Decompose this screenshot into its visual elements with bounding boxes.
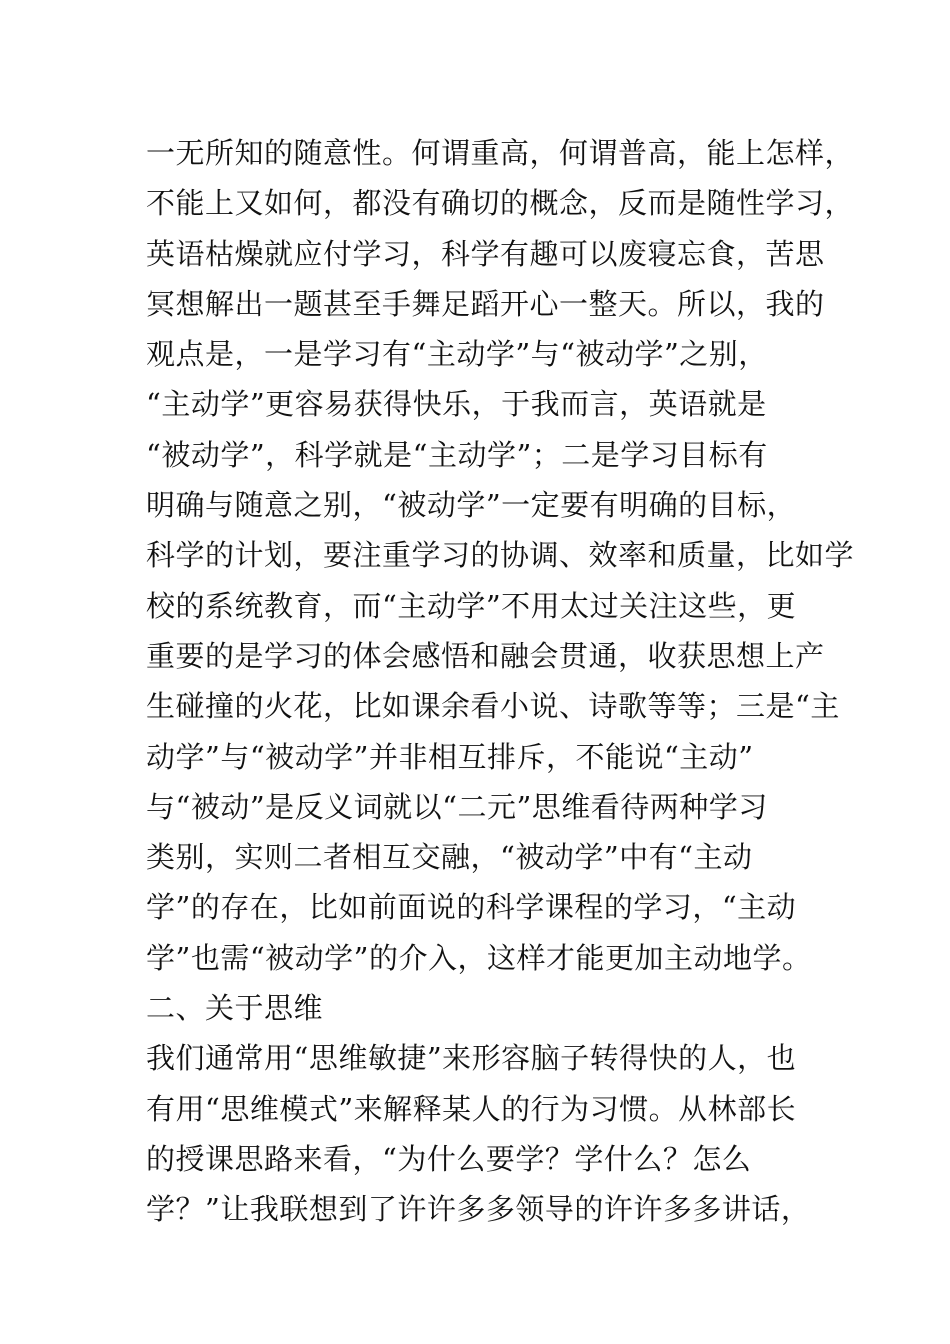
text-line: 一无所知的随意性。何谓重高，何谓普高，能上怎样， xyxy=(146,136,855,170)
text-line: 类别，实则二者相互交融，“被动学”中有“主动 xyxy=(146,840,753,875)
text-line: 学？”让我联想到了许许多多领导的许许多多讲话， xyxy=(146,1192,811,1227)
text-line: 有用“思维模式”来解释某人的行为习惯。从林部长 xyxy=(146,1091,797,1126)
text-line: “主动学”更容易获得快乐，于我而言，英语就是 xyxy=(146,387,767,422)
text-line: 学”也需“被动学”的介入，这样才能更加主动地学。 xyxy=(146,940,812,975)
text-line: 的授课思路来看，“为什么要学？学什么？怎么 xyxy=(146,1141,752,1176)
text-line: 校的系统教育，而“主动学”不用太过关注这些，更 xyxy=(146,588,797,623)
text-line: 冥想解出一题甚至手舞足蹈开心一整天。所以，我的 xyxy=(146,286,825,321)
text-line: 英语枯燥就应付学习，科学有趣可以废寝忘食，苦思 xyxy=(146,236,825,271)
text-line: 我们通常用“思维敏捷”来形容脑子转得快的人，也 xyxy=(146,1041,797,1076)
section-heading: 二、关于思维 xyxy=(146,991,324,1026)
text-line: 重要的是学习的体会感悟和融会贯通，收获思想上产 xyxy=(146,638,825,673)
text-line: “被动学”，科学就是“主动学”；二是学习目标有 xyxy=(146,437,768,472)
text-line: 生碰撞的火花，比如课余看小说、诗歌等等；三是“主 xyxy=(146,689,840,724)
text-line: 学”的存在，比如前面说的科学课程的学习，“主动 xyxy=(146,890,797,925)
text-line: 科学的计划，要注重学习的协调、效率和质量，比如学 xyxy=(146,538,855,573)
text-line: 观点是，一是学习有“主动学”与“被动学”之别， xyxy=(146,337,768,372)
text-line: 与“被动”是反义词就以“二元”思维看待两种学习 xyxy=(146,789,768,824)
text-line: 动学”与“被动学”并非相互排斥，不能说“主动” xyxy=(146,739,754,774)
text-line: 明确与随意之别，“被动学”一定要有明确的目标， xyxy=(146,488,797,523)
body-text xyxy=(146,128,855,1235)
text-line: 不能上又如何，都没有确切的概念，反而是随性学习， xyxy=(146,186,855,221)
